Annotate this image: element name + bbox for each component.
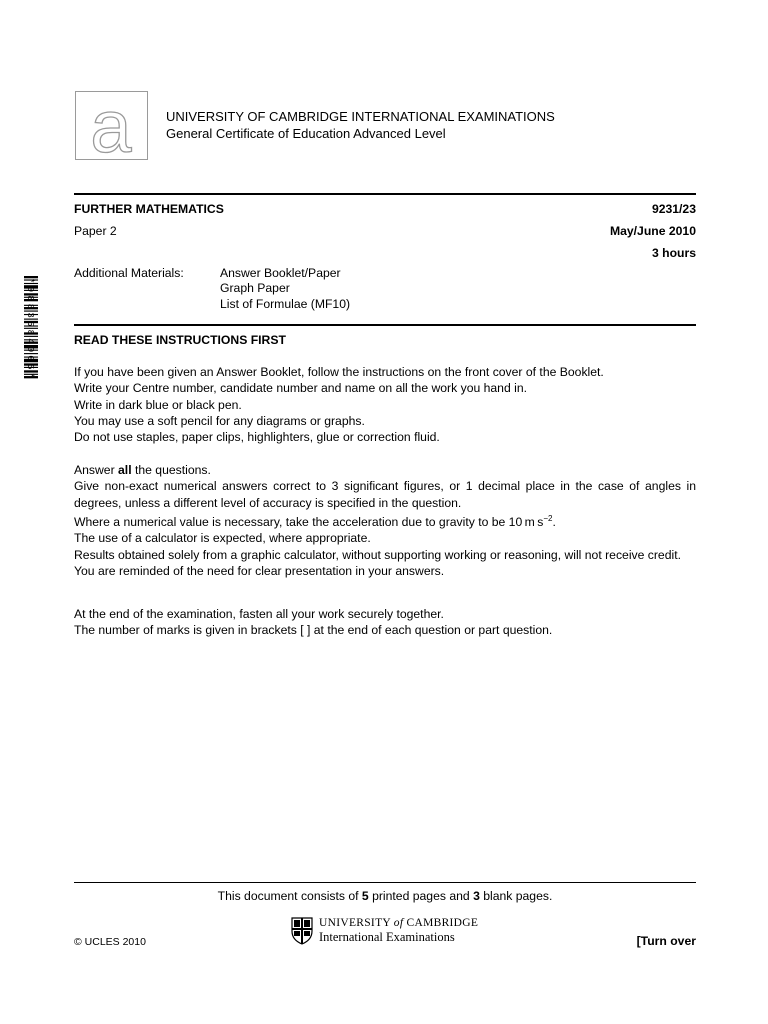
certificate-name: General Certificate of Education Advanced Level (166, 126, 446, 141)
printed-pages-count: 5 (361, 889, 369, 903)
blank-pages-count: 3 (473, 889, 480, 903)
sigfig-line: Give non-exact numerical answers correct to 3 significant figures, or 1 decimal place in the case of angles in degrees, unless a different level of accuracy is specified in the question. (74, 479, 696, 510)
cam-university: UNIVERSITY (319, 917, 391, 929)
gravity-exponent: −2 (543, 513, 553, 523)
org-name: UNIVERSITY OF CAMBRIDGE INTERNATIONAL EXAMINATIONS (166, 109, 555, 124)
page-note-prefix: This document consists of (217, 889, 362, 903)
cambridge-crest-icon (291, 917, 313, 945)
instructions-block-1 (74, 364, 696, 445)
top-rule (74, 193, 696, 195)
materials-label: Additional Materials: (74, 266, 184, 280)
turn-over: [Turn over (636, 934, 696, 948)
instructions-rule (74, 324, 696, 326)
gravity-suffix: . (552, 514, 556, 529)
cam-cambridge: CAMBRIDGE (406, 917, 479, 929)
instructions-block-2 (74, 462, 696, 579)
materials-list (220, 266, 350, 312)
gravity-prefix: Where a numerical value is necessary, take the acceleration due to gravity to be 10 m s (74, 514, 544, 529)
presentation-line: You are reminded of the need for clear presentation in your answers. (74, 563, 445, 578)
gravity-line (74, 511, 696, 530)
instructions-block-3 (74, 606, 696, 639)
instruction-line: Write your Centre number, candidate number and name on all the work you hand in. (74, 381, 528, 396)
paper-number: Paper 2 (74, 224, 117, 238)
fasten-line: At the end of the examination, fasten all your work securely together. (74, 607, 444, 621)
paper-code: 9231/23 (651, 202, 696, 216)
cambridge-subtitle: International Examinations (319, 930, 455, 944)
answer-all-line (74, 462, 696, 478)
barcode-number: *0883584005* (25, 278, 35, 382)
copyright: © UCLES 2010 (74, 936, 146, 948)
instruction-line: If you have been given an Answer Booklet, follow the instructions on the front cover of the Booklet. (74, 365, 604, 379)
cambridge-wordmark (319, 917, 478, 929)
subject-title: FURTHER MATHEMATICS (74, 202, 224, 216)
page-note-suffix: blank pages. (479, 889, 553, 903)
calculator-line: The use of a calculator is expected, where appropriate. (74, 531, 371, 546)
exam-session: May/June 2010 (609, 224, 696, 238)
instruction-line: Do not use staples, paper clips, highlighters, glue or correction fluid. (74, 430, 440, 445)
answer-bold: all (118, 463, 132, 477)
instructions-title: READ THESE INSTRUCTIONS FIRST (74, 333, 286, 347)
materials-item: List of Formulae (MF10) (220, 296, 351, 311)
materials-item: Answer Booklet/Paper (220, 266, 341, 280)
page-note-middle: printed pages and (368, 889, 474, 903)
graphic-calculator-line: Results obtained solely from a graphic calculator, without supporting working or reasoning, will not receive credit. (74, 547, 681, 562)
cam-of: of (393, 917, 404, 929)
instruction-line: Write in dark blue or black pen. (74, 397, 242, 412)
footer-rule (74, 882, 696, 883)
materials-item: Graph Paper (220, 281, 290, 296)
svg-text:a: a (90, 92, 132, 159)
marks-line: The number of marks is given in brackets [ ] at the end of each question or part question. (74, 623, 553, 638)
exam-duration: 3 hours (651, 246, 696, 260)
answer-suffix: the questions. (131, 463, 211, 477)
cie-logo (75, 91, 148, 160)
instruction-line: You may use a soft pencil for any diagrams or graphs. (74, 413, 365, 428)
answer-prefix: Answer (74, 463, 119, 477)
page-count-note (74, 889, 696, 903)
